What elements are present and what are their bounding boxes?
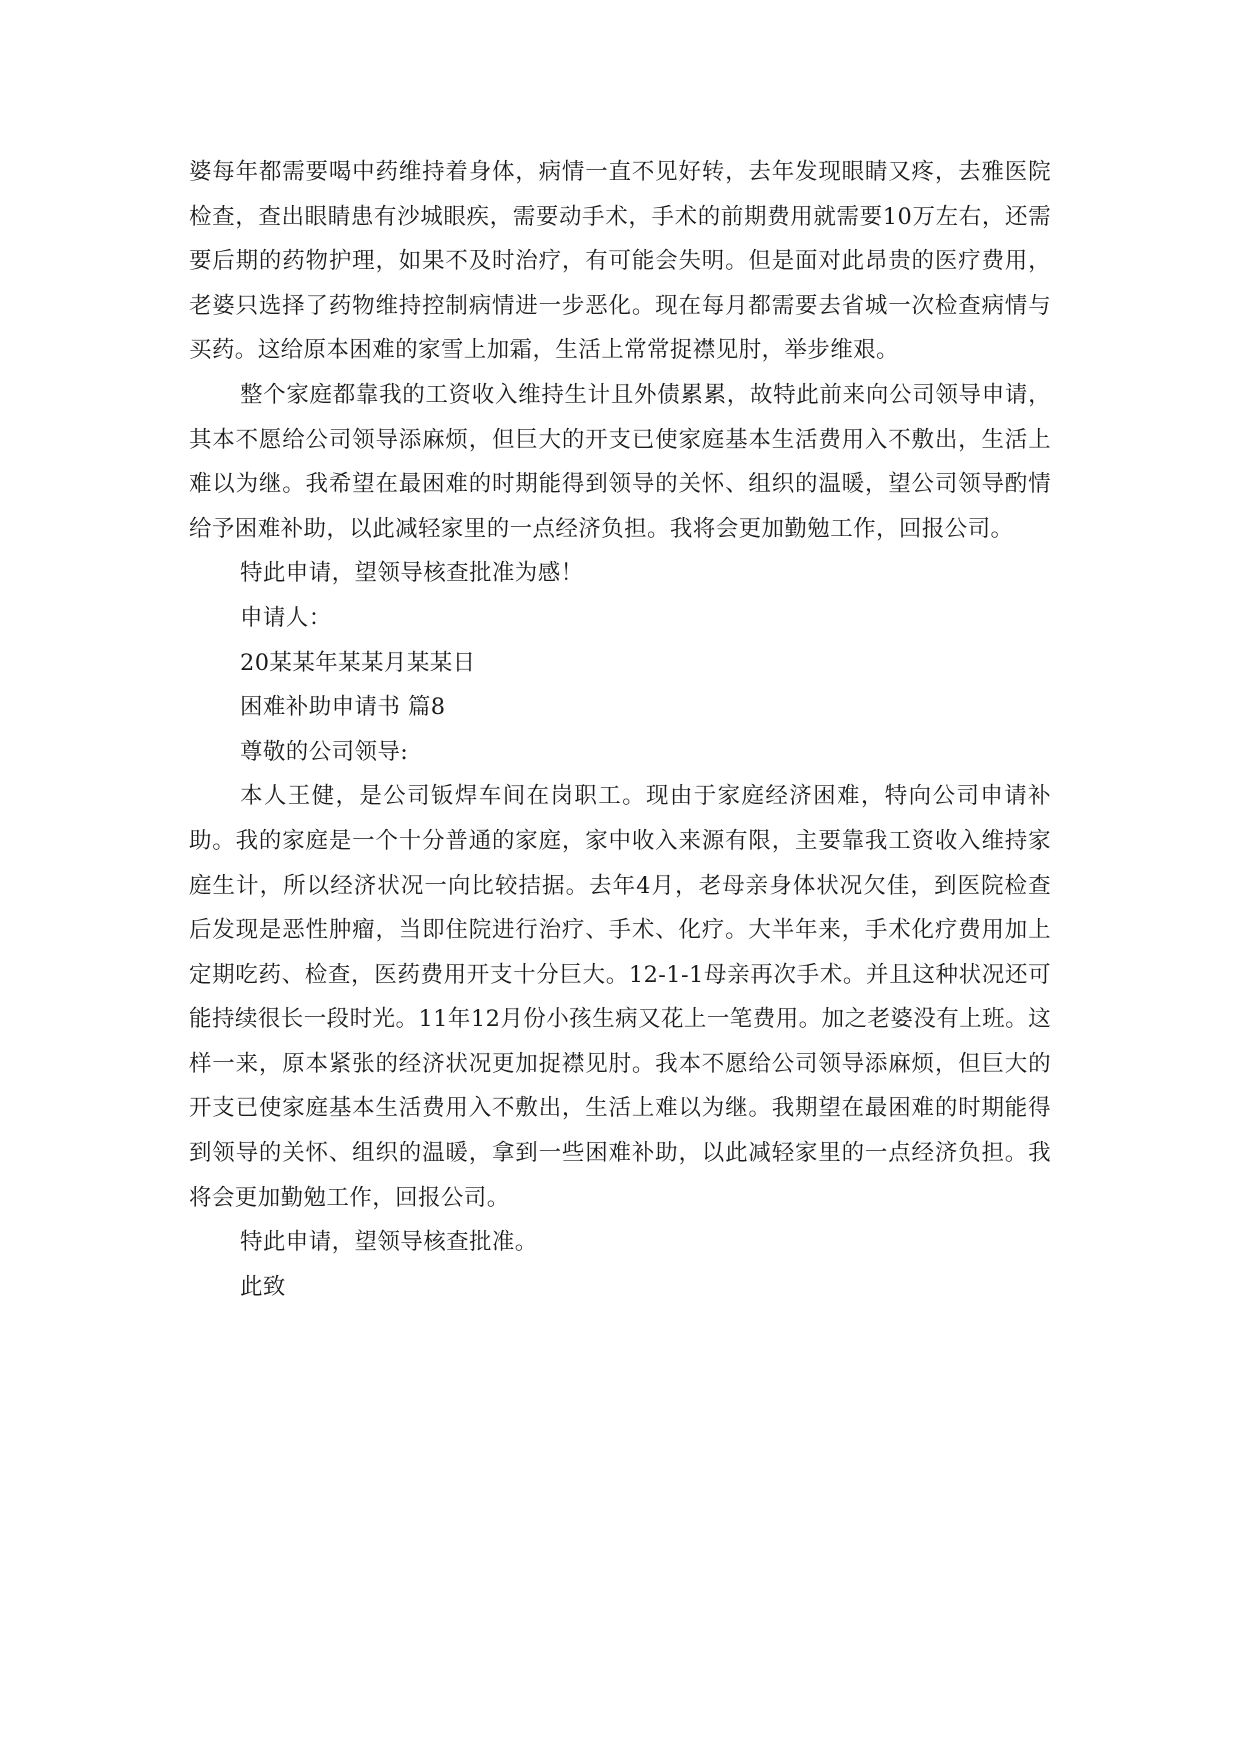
salutation: 尊敬的公司领导: (240, 738, 409, 765)
document-page (189, 150, 1051, 1309)
application-date: 20某某年某某月某某日 (240, 649, 476, 676)
paragraph-medical-expenses: 婆每年都需要喝中药维持着身体，病情一直不见好转，去年发现眼睛又疼，去雅医院检查，查出眼睛患有沙城眼疾，需要动手术，手术的前期费用就需要10万左右，还需要后期的药物护理，如果不及时治疗，有可能会失明。但是面对此昂贵的医疗费用，老婆只选择了药物维持控制病情进一步恶化。现在每月都需要去省城一次检查病情与买药。这给原本困难的家雪上加霜，生活上常常捉襟见肘，举步维艰。 (189, 159, 1051, 364)
paragraph-applicant-situation: 本人王健，是公司钣焊车间在岗职工。现由于家庭经济困难，特向公司申请补助。我的家庭是一个十分普通的家庭，家中收入来源有限，主要靠我工资收入维持家庭生计，所以经济状况一向比较拮据。去年4月，老母亲身体状况欠佳，到医院检查后发现是恶性肿瘤，当即住院进行治疗、手术、化疗。大半年来，手术化疗费用加上定期吃药、检查，医药费用开支十分巨大。12-1-1母亲再次手术。并且这种状况还可能持续很长一段时光。11年12月份小孩生病又花上一笔费用。加之老婆没有上班。这样一来，原本紧张的经济状况更加捉襟见肘。我本不愿给公司领导添麻烦，但巨大的开支已使家庭基本生活费用入不敷出，生活上难以为继。我期望在最困难的时期能得到领导的关怀、组织的温暖，拿到一些困难补助，以此减轻家里的一点经济负担。我将会更加勤勉工作，回报公司。 (189, 783, 1051, 1211)
paragraph-request-reason: 整个家庭都靠我的工资收入维持生计且外债累累，故特此前来向公司领导申请，其本不愿给公司领导添麻烦，但巨大的开支已使家庭基本生活费用入不敷出，生活上难以为继。我希望在最困难的时期能得到领导的关怀、组织的温暖，望公司领导酌情给予困难补助，以此减轻家里的一点经济负担。我将会更加勤勉工作，回报公司。 (189, 381, 1051, 542)
paragraph-closing-request: 特此申请，望领导核查批准为感！ (240, 560, 584, 587)
applicant-label: 申请人： (240, 604, 332, 631)
closing-phrase: 此致 (240, 1273, 286, 1300)
paragraph-final-request: 特此申请，望领导核查批准。 (240, 1229, 538, 1256)
section-title: 困难补助申请书 篇8 (240, 694, 446, 721)
